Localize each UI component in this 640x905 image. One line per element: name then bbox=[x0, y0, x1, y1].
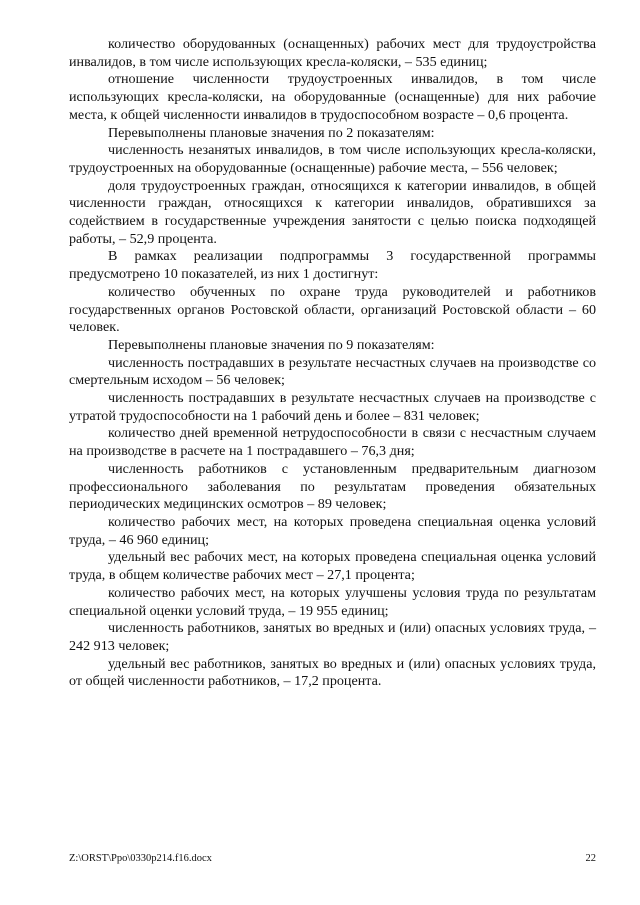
paragraph: количество рабочих мест, на которых проведена специальная оценка условий труда, – 46 960 единиц; bbox=[69, 513, 596, 548]
paragraph: численность пострадавших в результате несчастных случаев на производстве с утратой трудоспособности на 1 рабочий день и более – 831 человек; bbox=[69, 390, 596, 424]
paragraph: Перевыполнены плановые значения по 9 показателям: bbox=[108, 336, 435, 353]
paragraph: В рамках реализации подпрограммы 3 государственной программы предусмотрено 10 показателей, из них 1 достигнут: bbox=[69, 248, 596, 283]
paragraph: численность незанятых инвалидов, в том числе использующих кресла-коляски, трудоустроенных на оборудованные (оснащенные) рабочие места, – 556 человек; bbox=[69, 142, 596, 176]
paragraph: количество обученных по охране труда руководителей и работников государственных органов Ростовской области, организаций Ростовской области – 60 человек. bbox=[69, 283, 596, 336]
footer-file-path: Z:\ORST\Ppo\0330p214.f16.docx bbox=[69, 853, 212, 864]
paragraph: удельный вес работников, занятых во вредных и (или) опасных условиях труда, от общей численности работников, – 17,2 процента. bbox=[69, 655, 596, 690]
paragraph: Перевыполнены плановые значения по 2 показателям: bbox=[108, 124, 435, 141]
paragraph: удельный вес рабочих мест, на которых проведена специальная оценка условий труда, в общем количестве рабочих мест – 27,1 процента; bbox=[69, 549, 596, 584]
paragraph: количество рабочих мест, на которых улучшены условия труда по результатам специальной оценки условий труда, – 19 955 единиц; bbox=[69, 584, 596, 619]
paragraph: численность работников с установленным предварительным диагнозом профессионального заболевания по результатам проведения обязательных периодических медицинских осмотров – 89 человек; bbox=[69, 460, 596, 513]
document-body bbox=[69, 36, 596, 691]
paragraph: численность пострадавших в результате несчастных случаев на производстве со смертельным исходом – 56 человек; bbox=[69, 354, 596, 389]
paragraph: численность работников, занятых во вредных и (или) опасных условиях труда, – 242 913 человек; bbox=[69, 620, 596, 654]
paragraph: количество оборудованных (оснащенных) рабочих мест для трудоустройства инвалидов, в том числе использующих кресла-коляски, – 535 единиц; bbox=[69, 36, 596, 70]
paragraph: отношение численности трудоустроенных инвалидов, в том числе использующих кресла-коляски, на оборудованные (оснащенные) для них рабочие места, к общей численности инвалидов в трудоспособном возрасте – 0,6 процента. bbox=[69, 71, 596, 123]
paragraph: доля трудоустроенных граждан, относящихся к категории инвалидов, в общей численности граждан, относящихся к категории инвалидов, обратившихся за содействием в государственные учреждения занятости с целью поиска подходящей работы, – 52,9 процента. bbox=[69, 177, 596, 247]
paragraph: количество дней временной нетрудоспособности в связи с несчастным случаем на производстве в расчете на 1 пострадавшего – 76,3 дня; bbox=[69, 425, 596, 460]
page-number: 22 bbox=[585, 853, 596, 864]
